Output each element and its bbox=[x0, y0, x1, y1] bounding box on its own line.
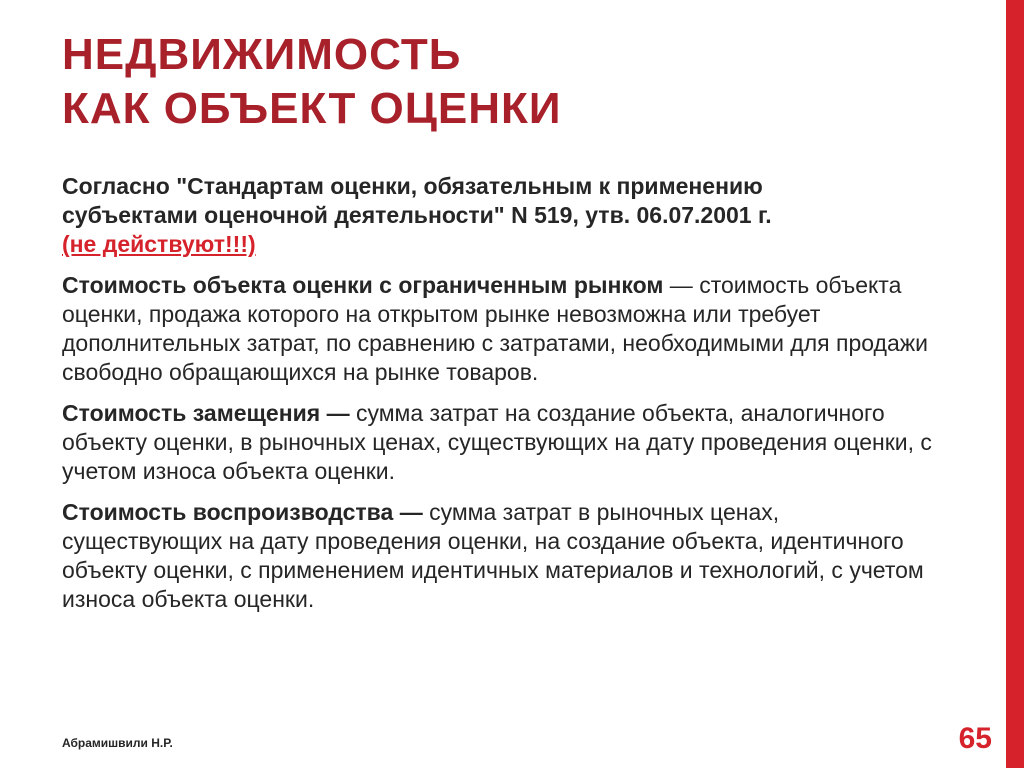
definition-text: сумма затрат на создание объекта, аналогичного объекту оценки, в рыночных ценах, существующих на дату проведения оценки, с учетом износа объекта оценки. bbox=[62, 400, 932, 484]
intro-text-line-1: Согласно "Стандартам оценки, обязательным к применению bbox=[62, 173, 763, 199]
definition-paragraph bbox=[62, 399, 942, 486]
definition-term: Стоимость объекта оценки с ограниченным рынком bbox=[62, 272, 664, 298]
definition-paragraph bbox=[62, 498, 942, 614]
page-number: 65 bbox=[958, 722, 992, 755]
slide-title bbox=[62, 28, 962, 136]
accent-side-bar bbox=[1006, 0, 1024, 768]
footer-author: Абрамишвили Н.Р. bbox=[62, 736, 173, 750]
definition-text: стоимость объекта оценки, продажа которого на открытом рынке невозможна или требует дополнительных затрат, по сравнению с затратами, необходимыми для продажи свободно обращающихся на рынке товаров. bbox=[62, 272, 928, 385]
definition-term: Стоимость воспроизводства — bbox=[62, 499, 423, 525]
slide-content bbox=[62, 172, 942, 626]
intro-paragraph bbox=[62, 172, 942, 259]
title-line-2: КАК ОБЪЕКТ ОЦЕНКИ bbox=[62, 84, 562, 133]
intro-text-line-2: субъектами оценочной деятельности" N 519, утв. 06.07.2001 г. bbox=[62, 202, 772, 228]
definition-text: сумма затрат в рыночных ценах, существующих на дату проведения оценки, на создание объекта, идентичного объекту оценки, с применением идентичных материалов и технологий, с учетом износа объекта оценки. bbox=[62, 499, 924, 612]
title-line-1: НЕДВИЖИМОСТЬ bbox=[62, 30, 462, 79]
definition-dash: — bbox=[663, 272, 700, 298]
definition-paragraph bbox=[62, 271, 942, 387]
definition-term: Стоимость замещения — bbox=[62, 400, 350, 426]
not-valid-note[interactable]: (не действуют!!!) bbox=[62, 231, 256, 257]
